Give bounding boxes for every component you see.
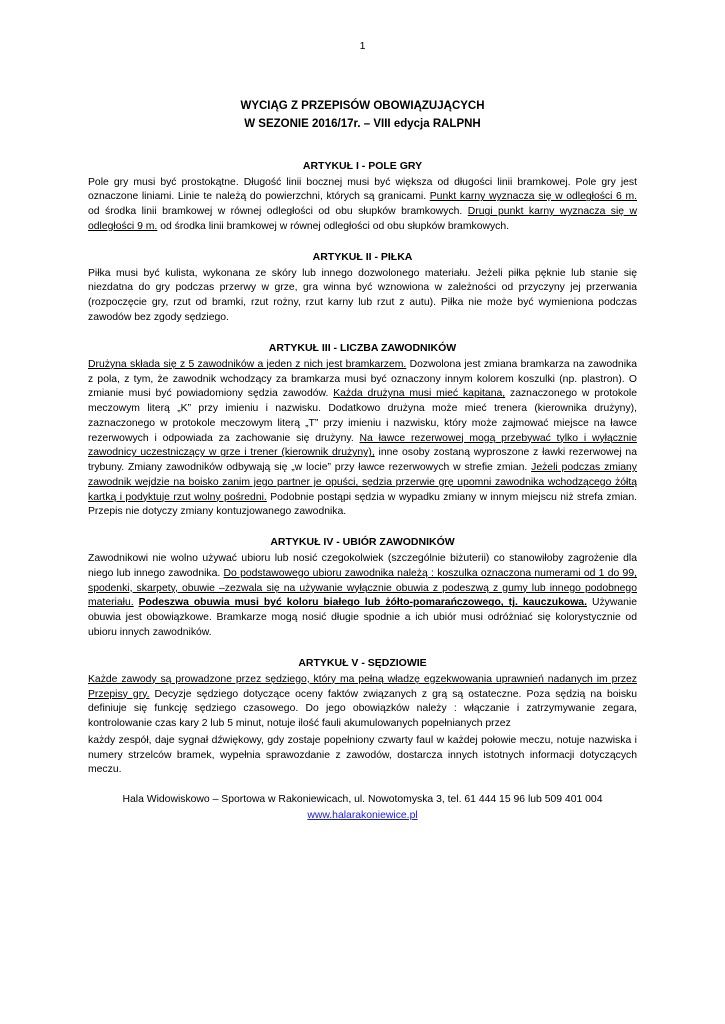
- text-run: od środka linii bramkowej w równej odległości od obu słupków bramkowych.: [88, 206, 468, 218]
- article-paragraph: [88, 552, 637, 641]
- text-run: Jeżeli podczas zmiany zawodnik wejdzie na boisko zanim jego partner je opuści, sędzia przerwie grę upomni zawodnika wchodzącego żółtą kartką i podyktuje rzut wolny pośredni.: [88, 462, 638, 503]
- article-paragraph: [88, 267, 637, 326]
- text-run: Podeszwa obuwia musi być koloru białego lub żółto-pomarańczowego, tj. kauczukowa.: [138, 597, 587, 609]
- text-run: Decyzje sędziego dotyczące oceny faktów związanych z grą są ostateczne. Poza sędzią na boisku definiuje się funkcję sędziego czasowego. Do jego obowiązków należy : włączanie i zatrzymywanie zegara, kontrolowanie czas kary 2 lub 5 minut, notuje ilość fauli akumulowanych popełnianych przez: [88, 688, 638, 730]
- text-run: Każda drużyna musi mieć kapitana,: [333, 388, 506, 400]
- text-run: Używanie obuwia jest obowiązkowe. Bramkarze mogą nosić długie spodnie a ich ubiór musi odróżniać się kolorystycznie od ubioru innych zawodników.: [88, 597, 638, 638]
- article-heading: ARTYKUŁ IV - UBIÓR ZAWODNIKÓW: [270, 536, 455, 549]
- document-title-line-1: WYCIĄG Z PRZEPISÓW OBOWIĄZUJĄCYCH: [240, 100, 485, 112]
- text-run: każdy zespół, daje sygnał dźwiękowy, gdy zostaje popełniony czwarty faul w każdej połowie meczu, notuje nazwiska i numery strzelców bramek, wypełnia sprawozdanie z zawodów, dostarcza innych istotnych informacji dotyczących meczu.: [88, 734, 637, 776]
- document-title-line-2: W SEZONIE 2016/17r. – VIII edycja RALPNH: [244, 117, 481, 130]
- page-number: 1: [359, 40, 366, 52]
- text-run: Drugi punkt karny wyznacza się w odległości 9 m.: [88, 206, 638, 232]
- text-run: Pole gry musi być prostokątne. Długość linii bocznej musi być większa od długości linii bramkowej. Pole gry jest oznaczone liniami. Linie te należą do powierzchni, których są granicami.: [88, 176, 637, 203]
- text-run: inne osoby zostaną wyproszone z ławki rezerwowej na trybuny. Zmiany zawodników odbywają się „w locie” przy ławce rezerwowych w strefie zmian.: [88, 447, 637, 474]
- text-run: Do podstawowego ubioru zawodnika należą : koszulka oznaczona numerami od 1 do 99, spodenki, skarpety, obuwie –zezwala się na używanie wyłącznie obuwia z podeszwą z gumy lub innego podobnego materiału.: [88, 567, 637, 609]
- text-run: Podobnie postąpi sędzia w wypadku zmiany w innym miejscu niż strefa zmian. Przepis nie dotyczy zmiany kontuzjowanego zawodnika.: [88, 491, 637, 518]
- text-run: Zawodnikowi nie wolno używać ubioru lub nosić czegokolwiek (szczególnie biżuterii) co stanowiłoby zagrożenie dla niego lub innego zawodnika.: [88, 553, 637, 579]
- text-run: Punkt karny wyznacza się w odległości 6 m.: [429, 191, 637, 203]
- text-run: Drużyna składa się z 5 zawodników a jeden z nich jest bramkarzem.: [88, 358, 407, 370]
- text-run: Dozwolona jest zmiana bramkarza na zawodnika z pola, z tym, że zawodnik wchodzący za bramkarza musi być oznaczony innym kolorem koszulki (np. plastron). O zmianie musi być powiadomiony sędzia zawodów.: [88, 358, 637, 400]
- text-run: Na ławce rezerwowej mogą przebywać tylko i wyłącznie zawodnicy uczestniczący w grze i trener (kierownik drużyny),: [88, 432, 637, 459]
- article-paragraph: [88, 358, 637, 520]
- article-heading: ARTYKUŁ III - LICZBA ZAWODNIKÓW: [268, 341, 457, 354]
- article-paragraph: [88, 734, 637, 778]
- article-heading: ARTYKUŁ V - SĘDZIOWIE: [298, 656, 427, 669]
- article-heading: ARTYKUŁ II - PIŁKA: [312, 250, 413, 263]
- article-paragraph: [88, 176, 637, 235]
- text-run: Każde zawody są prowadzone przez sędziego, który ma pełną władzę egzekwowania uprawnień nadanych im przez Przepisy gry.: [88, 673, 637, 700]
- document-title: [88, 98, 637, 134]
- document-footer: [88, 792, 637, 823]
- footer-address: Hala Widowiskowo – Sportowa w Rakoniewicach, ul. Nowotomyska 3, tel. 61 444 15 96 lub 509 401 004: [122, 794, 603, 806]
- articles-container: [88, 160, 637, 779]
- text-run: od środka linii bramkowej w równej odległości od obu słupków bramkowych.: [157, 220, 510, 232]
- text-run: zaznaczonego w protokole meczowym literą „K” przy imieniu i nazwisku. Dodatkowo drużyna może mieć trenera (kierownika drużyny), zaznaczonego w protokole meczowym literą „T” przy imieniu i nazwisku, który może zajmować miejsce na ławce rezerwowych i odpowiada za zachowanie się drużyny.: [88, 388, 637, 444]
- text-run: Piłka musi być kulista, wykonana ze skóry lub innego dozwolonego materiału. Jeżeli piłka pęknie lub stanie się niezdatna do gry podczas przerwy w grze, gra winna być wznowiona w zależności od przyczyny jej przerwania (rozpoczęcie gry, rzut od bramki, rzut rożny, rzut karny lub rzut z autu). Piłka nie może być wymieniona podczas zawodów bez zgody sędziego.: [88, 267, 637, 323]
- footer-website-link[interactable]: www.halarakoniewice.pl: [307, 809, 418, 821]
- article-paragraph: [88, 673, 637, 732]
- article-heading: ARTYKUŁ I - POLE GRY: [302, 159, 423, 172]
